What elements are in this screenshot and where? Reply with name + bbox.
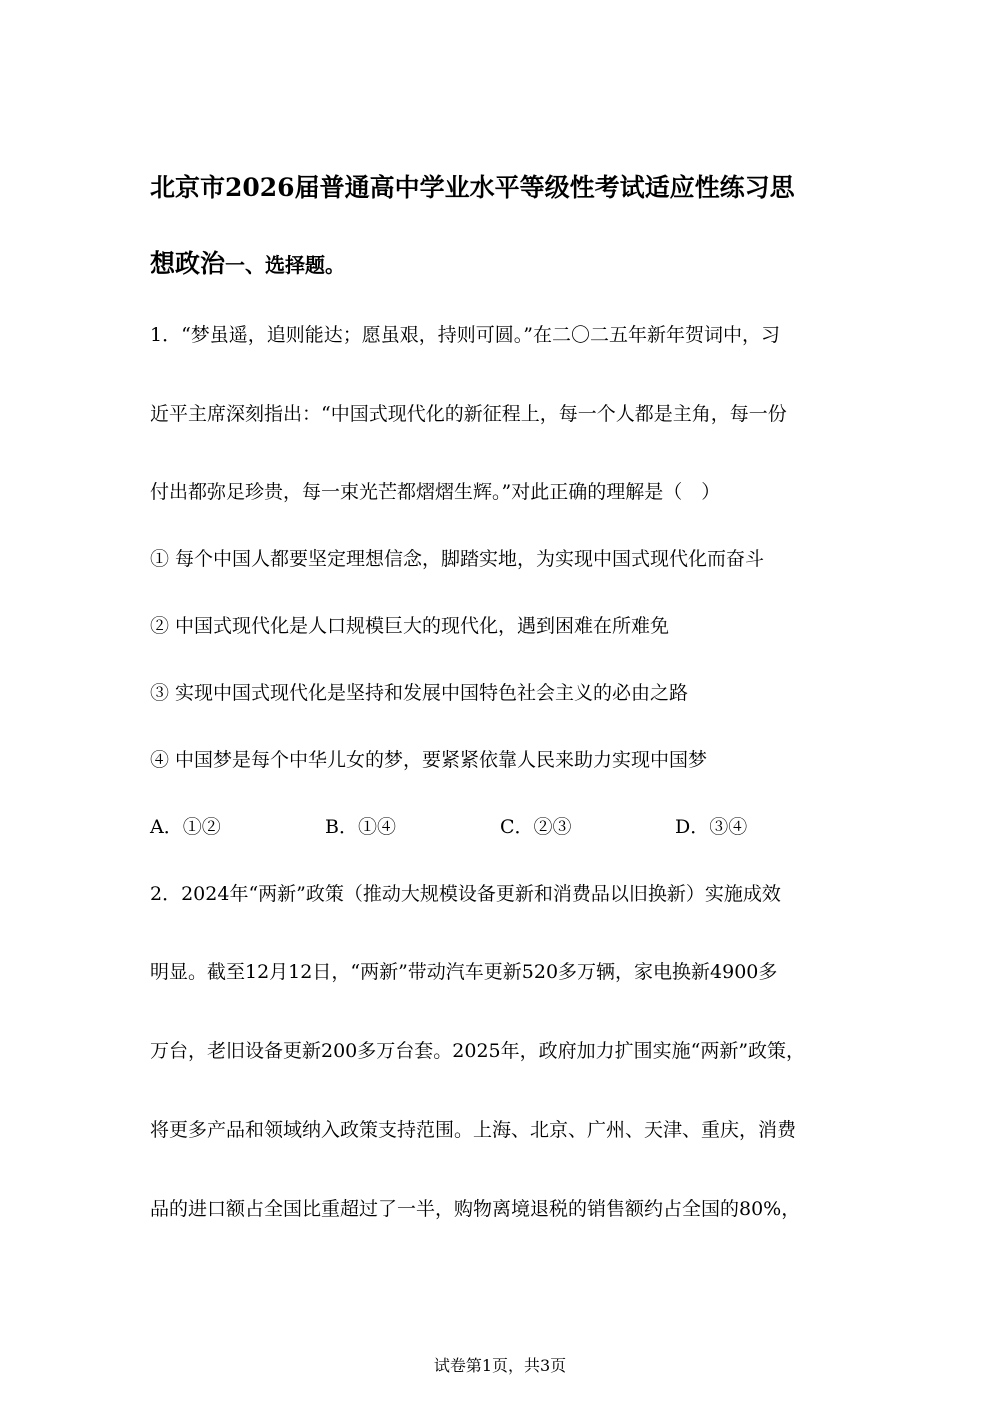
question-2-stem-line-4: 将更多产品和领域纳入政策支持范围。上海、北京、广州、天津、重庆，消费 [150, 1119, 797, 1141]
question-1-stem-line-3: 付出都弥足珍贵，每一束光芒都熠熠生辉。”对此正确的理解是（ ） [150, 481, 721, 503]
exam-title-line-2 [150, 247, 850, 282]
page-number-text: 试卷第1页，共3页 [433, 1356, 567, 1375]
question-1-option-a[interactable]: A．①② [150, 816, 221, 838]
question-1-stem-line-1: 1．“梦虽遥，追则能达；愿虽艰，持则可圆。”在二〇二五年新年贺词中，习 [150, 324, 781, 346]
section-heading: 一、选择题。 [225, 253, 346, 277]
question-1-option-b[interactable]: B．①④ [325, 816, 396, 838]
question-1-stem-line-2: 近平主席深刻指出：“中国式现代化的新征程上，每一个人都是主角，每一份 [150, 403, 787, 425]
page-footer [0, 1354, 1000, 1378]
exam-title-text-1: 北京市2026届普通高中学业水平等级性考试适应性练习思 [150, 173, 795, 202]
question-1-option-d[interactable]: D．③④ [675, 816, 748, 838]
question-2-stem-line-1: 2．2024年“两新”政策（推动大规模设备更新和消费品以旧换新）实施成效 [150, 883, 781, 905]
question-1-statement-2: ② 中国式现代化是人口规模巨大的现代化，遇到困难在所难免 [150, 615, 670, 637]
question-2-stem-line-5: 品的进口额占全国比重超过了一半，购物离境退税的销售额约占全国的80%， [150, 1198, 801, 1220]
question-2-stem-line-2: 明显。截至12月12日，“两新”带动汽车更新520多万辆，家电换新4900多 [150, 961, 778, 983]
exam-title-text-2: 想政治 [150, 249, 226, 278]
question-1-statement-4: ④ 中国梦是每个中华儿女的梦，要紧紧依靠人民来助力实现中国梦 [150, 749, 708, 771]
question-1-statement-1: ① 每个中国人都要坚定理想信念，脚踏实地，为实现中国式现代化而奋斗 [150, 548, 765, 570]
question-1-statement-3: ③ 实现中国式现代化是坚持和发展中国特色社会主义的必由之路 [150, 682, 689, 704]
exam-title-line-1 [150, 171, 850, 205]
question-2-stem-line-3: 万台，老旧设备更新200多万台套。2025年，政府加力扩围实施“两新”政策， [150, 1040, 806, 1062]
question-1-option-c[interactable]: C．②③ [500, 816, 572, 838]
